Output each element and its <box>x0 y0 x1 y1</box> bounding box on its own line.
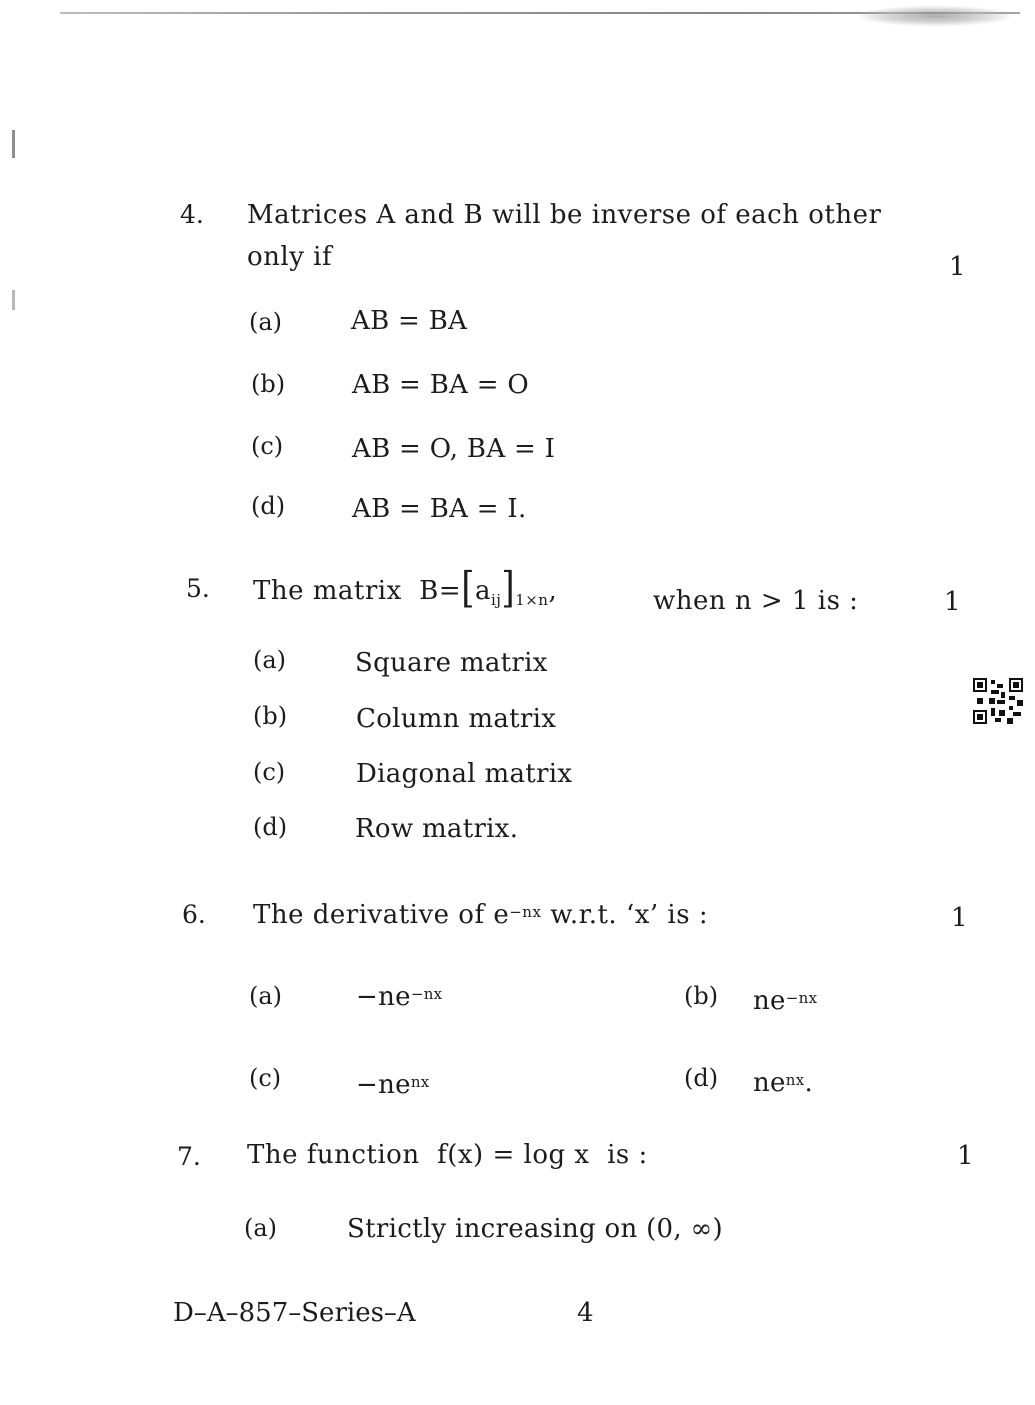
scan-smudge <box>860 6 1010 26</box>
marks-value: 1 <box>951 903 968 933</box>
option-base: −ne <box>356 1070 411 1100</box>
interval: (0, ∞) <box>646 1214 723 1244</box>
page-number: 4 <box>577 1298 594 1328</box>
option-base: ne <box>753 1068 786 1098</box>
marks-value: 1 <box>949 252 966 282</box>
option-label: (a) <box>253 646 287 674</box>
option-label: (d) <box>251 492 286 520</box>
matrix-name: B <box>419 576 439 606</box>
question-text: Matrices A and B will be inverse of each other <box>247 200 882 230</box>
paper-code: D–A–857–Series–A <box>173 1298 416 1328</box>
option-label: (a) <box>249 982 283 1010</box>
question-text-continued: only if <box>247 242 333 272</box>
equals-sign: = <box>438 576 462 606</box>
question-number: 4. <box>180 200 204 229</box>
function-formula: f(x) = log x <box>437 1140 590 1170</box>
option-text <box>356 1070 430 1100</box>
question-text <box>253 900 708 930</box>
option-exponent: −nx <box>785 989 818 1007</box>
exponent: −nx <box>509 903 542 921</box>
question-text <box>253 563 558 613</box>
option-exponent: −nx <box>410 985 443 1003</box>
question-number: 5. <box>186 574 210 603</box>
option-text: Column matrix <box>356 704 557 734</box>
option-text <box>356 982 442 1012</box>
option-label: (c) <box>253 758 286 786</box>
question-text-prefix: The function <box>247 1140 420 1170</box>
question-text-suffix: is : <box>607 1140 648 1170</box>
question-text-suffix: w.r.t. ‘x’ is : <box>550 900 709 930</box>
question-number: 7. <box>177 1142 201 1171</box>
option-text <box>753 986 817 1016</box>
option-text <box>753 1068 813 1098</box>
open-bracket: [ <box>461 563 475 613</box>
matrix-element: a <box>474 576 491 606</box>
marks-value: 1 <box>957 1141 974 1171</box>
option-label: (c) <box>251 432 284 460</box>
option-label: (a) <box>249 308 283 336</box>
comma: , <box>548 576 558 606</box>
option-trail: . <box>804 1068 814 1098</box>
option-label: (b) <box>684 982 719 1010</box>
option-label: (c) <box>249 1064 282 1092</box>
question-number: 6. <box>182 900 206 929</box>
option-text: Square matrix <box>355 648 548 678</box>
question-text-prefix: The matrix <box>253 576 402 606</box>
qr-code-icon <box>973 678 1023 724</box>
question-text-suffix: when n > 1 is : <box>653 586 859 616</box>
scan-edge-mark <box>12 290 15 310</box>
option-text <box>347 1214 723 1244</box>
option-text: Diagonal matrix <box>356 759 573 789</box>
option-text: AB = BA = I. <box>352 494 527 524</box>
option-text-main: Strictly increasing on <box>347 1214 638 1244</box>
option-text: AB = BA <box>351 306 468 336</box>
option-exponent: nx <box>410 1073 430 1091</box>
option-label: (a) <box>244 1214 278 1242</box>
close-bracket: ] <box>501 563 516 613</box>
question-text <box>247 1140 648 1170</box>
option-exponent: nx <box>785 1071 805 1089</box>
option-text: AB = BA = O <box>352 370 530 400</box>
matrix-order: 1×n <box>515 591 549 610</box>
option-label: (b) <box>251 370 286 398</box>
option-text: AB = O, BA = I <box>352 434 556 464</box>
marks-value: 1 <box>944 587 961 617</box>
option-text: Row matrix. <box>355 814 519 844</box>
element-subscript: ij <box>490 591 502 610</box>
option-label: (d) <box>253 813 288 841</box>
option-base: ne <box>753 986 786 1016</box>
option-label: (d) <box>684 1064 719 1092</box>
option-label: (b) <box>253 702 288 730</box>
scan-edge-mark <box>12 130 15 158</box>
question-text-prefix: The derivative of e <box>253 900 510 930</box>
option-base: −ne <box>356 982 411 1012</box>
